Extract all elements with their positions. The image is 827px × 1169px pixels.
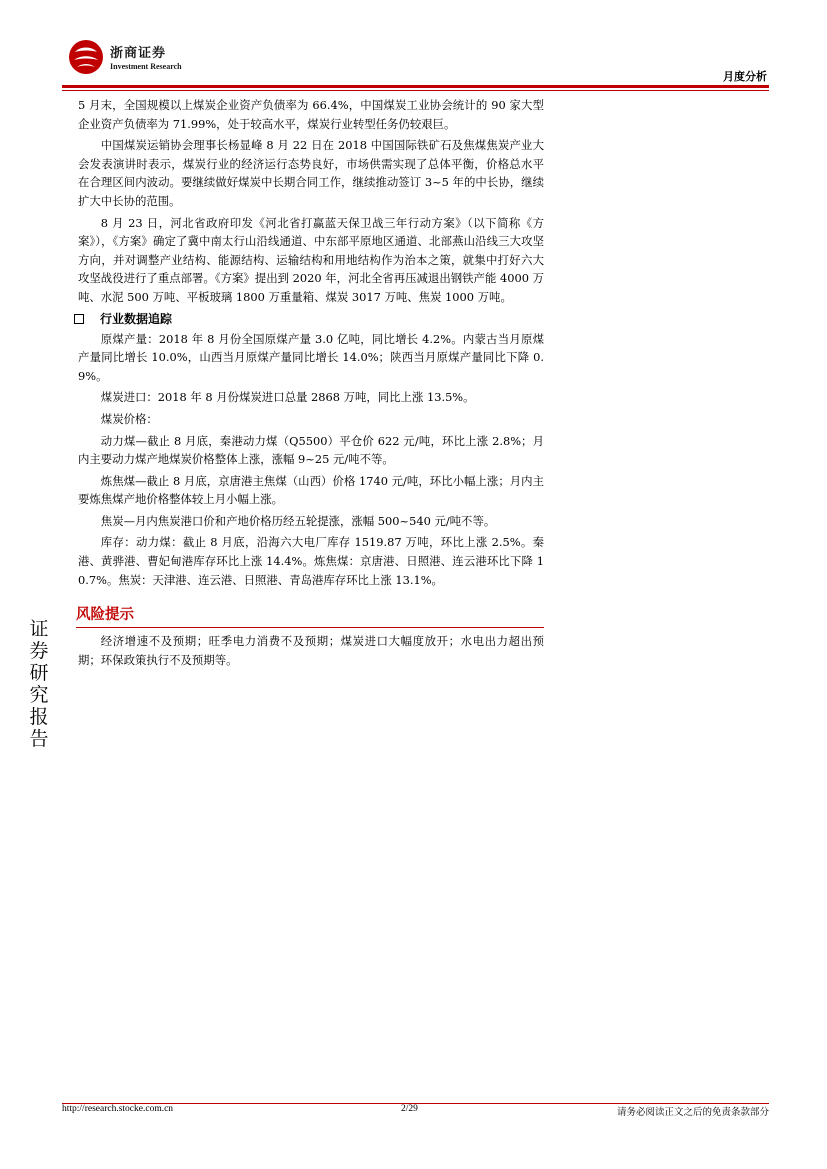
paragraph: 煤炭进口：2018 年 8 月份煤炭进口总量 2868 万吨，同比上涨 13.5%。 bbox=[100, 390, 475, 405]
header-rule-thin bbox=[62, 90, 769, 91]
side-label-char: 究 bbox=[29, 684, 49, 706]
paragraph: 煤炭价格： bbox=[100, 411, 158, 426]
paragraph: 动力煤—截止 8 月底，秦港动力煤（Q5500）平仓价 622 元/吨，环比上涨 2.8%；月内主要动力煤产地煤炭价格整体上涨，涨幅 9~25 元/吨不等。 bbox=[78, 433, 544, 467]
footer-url[interactable]: http://research.stocke.com.cn bbox=[62, 1104, 174, 1114]
paragraph: 炼焦煤—截止 8 月底，京唐港主焦煤（山西）价格 1740 元/吨，环比小幅上涨；月内主要炼焦煤产地价格整体较上月小幅上涨。 bbox=[78, 473, 544, 507]
side-label-char: 券 bbox=[29, 640, 49, 662]
side-label-char: 研 bbox=[29, 662, 49, 684]
report-type: 月度分析 bbox=[723, 70, 767, 83]
side-label-char: 告 bbox=[29, 728, 49, 750]
section-heading-text: 行业数据追踪 bbox=[100, 312, 173, 327]
header-rule bbox=[62, 85, 769, 88]
company-logo bbox=[66, 38, 182, 78]
checkbox-bullet-icon bbox=[74, 314, 84, 324]
main-content bbox=[78, 96, 544, 672]
side-label bbox=[28, 618, 50, 750]
footer-disclaimer: 请务必阅读正文之后的免责条款部分 bbox=[616, 1107, 769, 1118]
logo-en-text: Investment Research bbox=[110, 62, 182, 71]
risk-section-rule bbox=[76, 627, 544, 628]
paragraph: 经济增速不及预期；旺季电力消费不及预期；煤炭进口大幅度放开；水电出力超出预期；环保政策执行不及预期等。 bbox=[78, 634, 544, 667]
logo-mark-icon bbox=[66, 38, 106, 76]
paragraph: 原煤产量：2018 年 8 月份全国原煤产量 3.0 亿吨，同比增长 4.2%。内蒙古当月原煤产量同比增长 10.0%，山西当月原煤产量同比增长 14.0%；陕西当月原煤产量同比下降 0.9%。 bbox=[78, 331, 544, 383]
logo-cn-text: 浙商证券 bbox=[110, 46, 167, 61]
paragraph: 中国煤炭运销协会理事长杨显峰 8 月 22 日在 2018 中国国际铁矿石及焦煤焦炭产业大会发表演讲时表示，煤炭行业的经济运行态势良好，市场供需实现了总体平衡，价格总水平在合理区间内波动。要继续做好煤炭中长期合同工作，继续推动签订 3~5 年的中长协，继续扩大中长协的范围。 bbox=[78, 138, 544, 208]
paragraph: 焦炭—月内焦炭港口价和产地价格历经五轮提涨，涨幅 500~540 元/吨不等。 bbox=[100, 513, 496, 528]
paragraph: 8 月 23 日，河北省政府印发《河北省打赢蓝天保卫战三年行动方案》（以下简称《方案》），《方案》确定了冀中南太行山沿线通道、中东部平原地区通道、北部燕山沿线三大攻坚方向，并对调整产业结构、能源结构、运输结构和用地结构作为治本之策，就集中打好六大攻坚战役进行了重点部署。《方案》提出到 2020 年，河北全省再压减退出钢铁产能 4000 万吨、水泥 500 万吨、平板玻璃 1800 万重量箱、煤炭 3017 万吨、焦炭 1000 万吨。 bbox=[78, 215, 544, 304]
paragraph: 5 月末，全国规模以上煤炭企业资产负债率为 66.4%，中国煤炭工业协会统计的 90 家大型企业资产负债率为 71.99%，处于较高水平，煤炭行业转型任务仍较艰巨。 bbox=[78, 98, 544, 131]
side-label-char: 证 bbox=[29, 618, 49, 640]
side-label-char: 报 bbox=[29, 706, 49, 728]
section-heading bbox=[74, 310, 544, 328]
risk-section-title: 风险提示 bbox=[76, 607, 134, 624]
page-number: 2/29 bbox=[401, 1104, 418, 1114]
paragraph: 库存：动力煤：截止 8 月底，沿海六大电厂库存 1519.87 万吨，环比上涨 2.5%。秦港、黄骅港、曹妃甸港库存环比上涨 14.4%。炼焦煤：京唐港、日照港、连云港环比下降 10.7%。焦炭：天津港、连云港、日照港、青岛港库存环比上涨 13.1%。 bbox=[78, 535, 544, 587]
